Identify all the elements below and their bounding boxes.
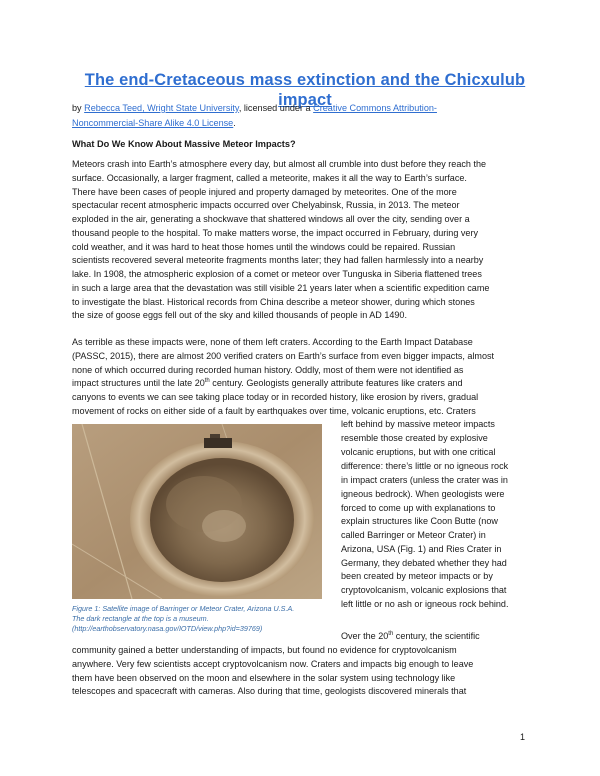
paragraph-line: the size of goose eggs fell out of the sky and killed thousands of people in AD 1490.	[72, 310, 407, 321]
paragraph-line: community gained a better understanding of impacts, but found no evidence for cryptovolcanism	[72, 645, 457, 655]
crater-satellite-image	[72, 424, 322, 599]
superscript: th	[204, 378, 210, 385]
license-link-2[interactable]: Noncommercial-Share Alike 4.0 License	[72, 118, 234, 128]
paragraph-3-first-line	[341, 630, 480, 644]
paragraph-line: none of which occurred during recorded human history. Oddly, most of them were not identified as	[72, 364, 464, 375]
superscript: th	[388, 630, 394, 637]
wrap-line: difference: there’s little or no igneous rock	[341, 461, 509, 471]
paragraph-line: scientists recovered several meteorite fragments months later; they had fallen harmlessly into a nearby	[72, 255, 484, 266]
wrap-line: Germany, they debated whether they had	[341, 558, 507, 568]
paragraph-line: Meteors crash into Earth’s atmosphere every day, but almost all crumble into dust before they reach the	[72, 159, 487, 169]
caption-line: Figure 1: Satellite image of Barringer or Meteor Crater, Arizona U.S.A.	[72, 604, 295, 613]
crater-image-svg	[72, 424, 322, 599]
byline-middle: , licensed under a	[238, 103, 314, 113]
paragraph-line: surface. Occasionally, a larger fragment, called a meteorite, makes it all the way to Earth’s surface.	[72, 172, 467, 183]
wrap-line: forced to come up with explanations to	[341, 503, 496, 513]
wrap-line: igneous bedrock). When geologists were	[341, 489, 505, 499]
wrap-line: Arizona, USA (Fig. 1) and Ries Crater in	[341, 544, 502, 554]
wrap-line: in impact craters (unless the crater was in	[341, 475, 508, 485]
figure-caption	[72, 604, 334, 634]
paragraph-line: There have been cases of people injured and property damaged by meteorites. One of the more	[72, 186, 457, 197]
paragraph-line: cold weather, and it was hard to heat those homes until the windows could be repaired. Russian	[72, 241, 456, 252]
wrap-line: explain structures like Coon Butte (now	[341, 516, 498, 526]
caption-line: The dark rectangle at the top is a museum.	[72, 614, 209, 623]
page-number: 1	[520, 732, 526, 742]
paragraph-2	[72, 336, 530, 419]
paragraph-line: (PASSC, 2015), there are almost 200 verified craters on Earth’s surface from even bigger impacts, almost	[72, 350, 495, 361]
caption-line: (http://earthobservatory.nasa.gov/IOTD/view.php?id=39769)	[72, 624, 263, 633]
section-heading: What Do We Know About Massive Meteor Impacts?	[72, 139, 296, 149]
wrap-line: left little or no ash or igneous rock behind.	[341, 599, 509, 609]
wrap-line: left behind by massive meteor impacts	[341, 419, 495, 429]
paragraph-line: lake. In 1908, the atmospheric explosion of a comet or meteor over Tunguska in Siberia flattened trees	[72, 269, 482, 279]
byline-suffix: .	[233, 118, 236, 128]
wrap-line: been created by meteor impacts or by	[341, 571, 493, 581]
line-text: century, the scientific	[393, 631, 480, 641]
paragraph-line: canyons to events we can see taking place today or in recorded history, like erosion by rivers, gradual	[72, 392, 479, 402]
wrap-line: cryptovolcanism, volcanic explosions that	[341, 585, 507, 595]
byline-prefix: by	[72, 103, 85, 113]
paragraph-3	[72, 644, 530, 699]
wrap-line: volcanic eruptions, but with one critical	[341, 447, 496, 457]
line-text: century. Geologists generally attribute features like craters and	[209, 378, 463, 389]
paragraph-1	[72, 158, 530, 323]
document-title[interactable]: The end-Cretaceous mass extinction and the Chicxulub impact	[84, 71, 526, 109]
author-link[interactable]: Rebecca Teed, Wright State University	[84, 103, 239, 113]
paragraph-line: spectacular recent atmospheric impacts occurred over Chelyabinsk, Russia, in 2013. The meteor	[72, 200, 460, 211]
line-text: Over the 20	[341, 631, 389, 641]
wrap-line: called Barringer or Meteor Crater) in	[341, 530, 486, 540]
paragraph-line: thousand people to the hospital. To make matters worse, the impact occurred in February, during very	[72, 227, 478, 238]
paragraph-line: movement of rocks on either side of a fault by earthquakes over time, volcanic eruptions, etc. Craters	[72, 405, 476, 416]
wrap-line: resemble those created by explosive	[341, 433, 488, 443]
paragraph-line: in such a large area that the devastation was still visible 21 years later when a scientific expedition came	[72, 282, 490, 293]
line-text: impact structures until the late 20	[72, 378, 205, 389]
paragraph-line: anywhere. Very few scientists accept cryptovolcanism now. Craters and impacts big enough to leave	[72, 658, 474, 669]
paragraph-line: to investigate the blast. Historical records from China describe a meteor shower, during which stones	[72, 296, 475, 307]
paragraph-line: them have been observed on the moon and elsewhere in the solar system using technology like	[72, 672, 456, 683]
license-link-1[interactable]: Creative Commons Attribution-	[313, 103, 437, 113]
paragraph-line: exploded in the air, generating a shockwave that shattered windows all over the city, sending over a	[72, 214, 470, 224]
byline	[72, 101, 542, 131]
paragraph-line: As terrible as these impacts were, none of them left craters. According to the Earth Impact Database	[72, 337, 473, 347]
paragraph-line	[72, 377, 530, 391]
paragraph-line: telescopes and spacecraft with cameras. Also during that time, geologists discovered minerals that	[72, 686, 467, 697]
